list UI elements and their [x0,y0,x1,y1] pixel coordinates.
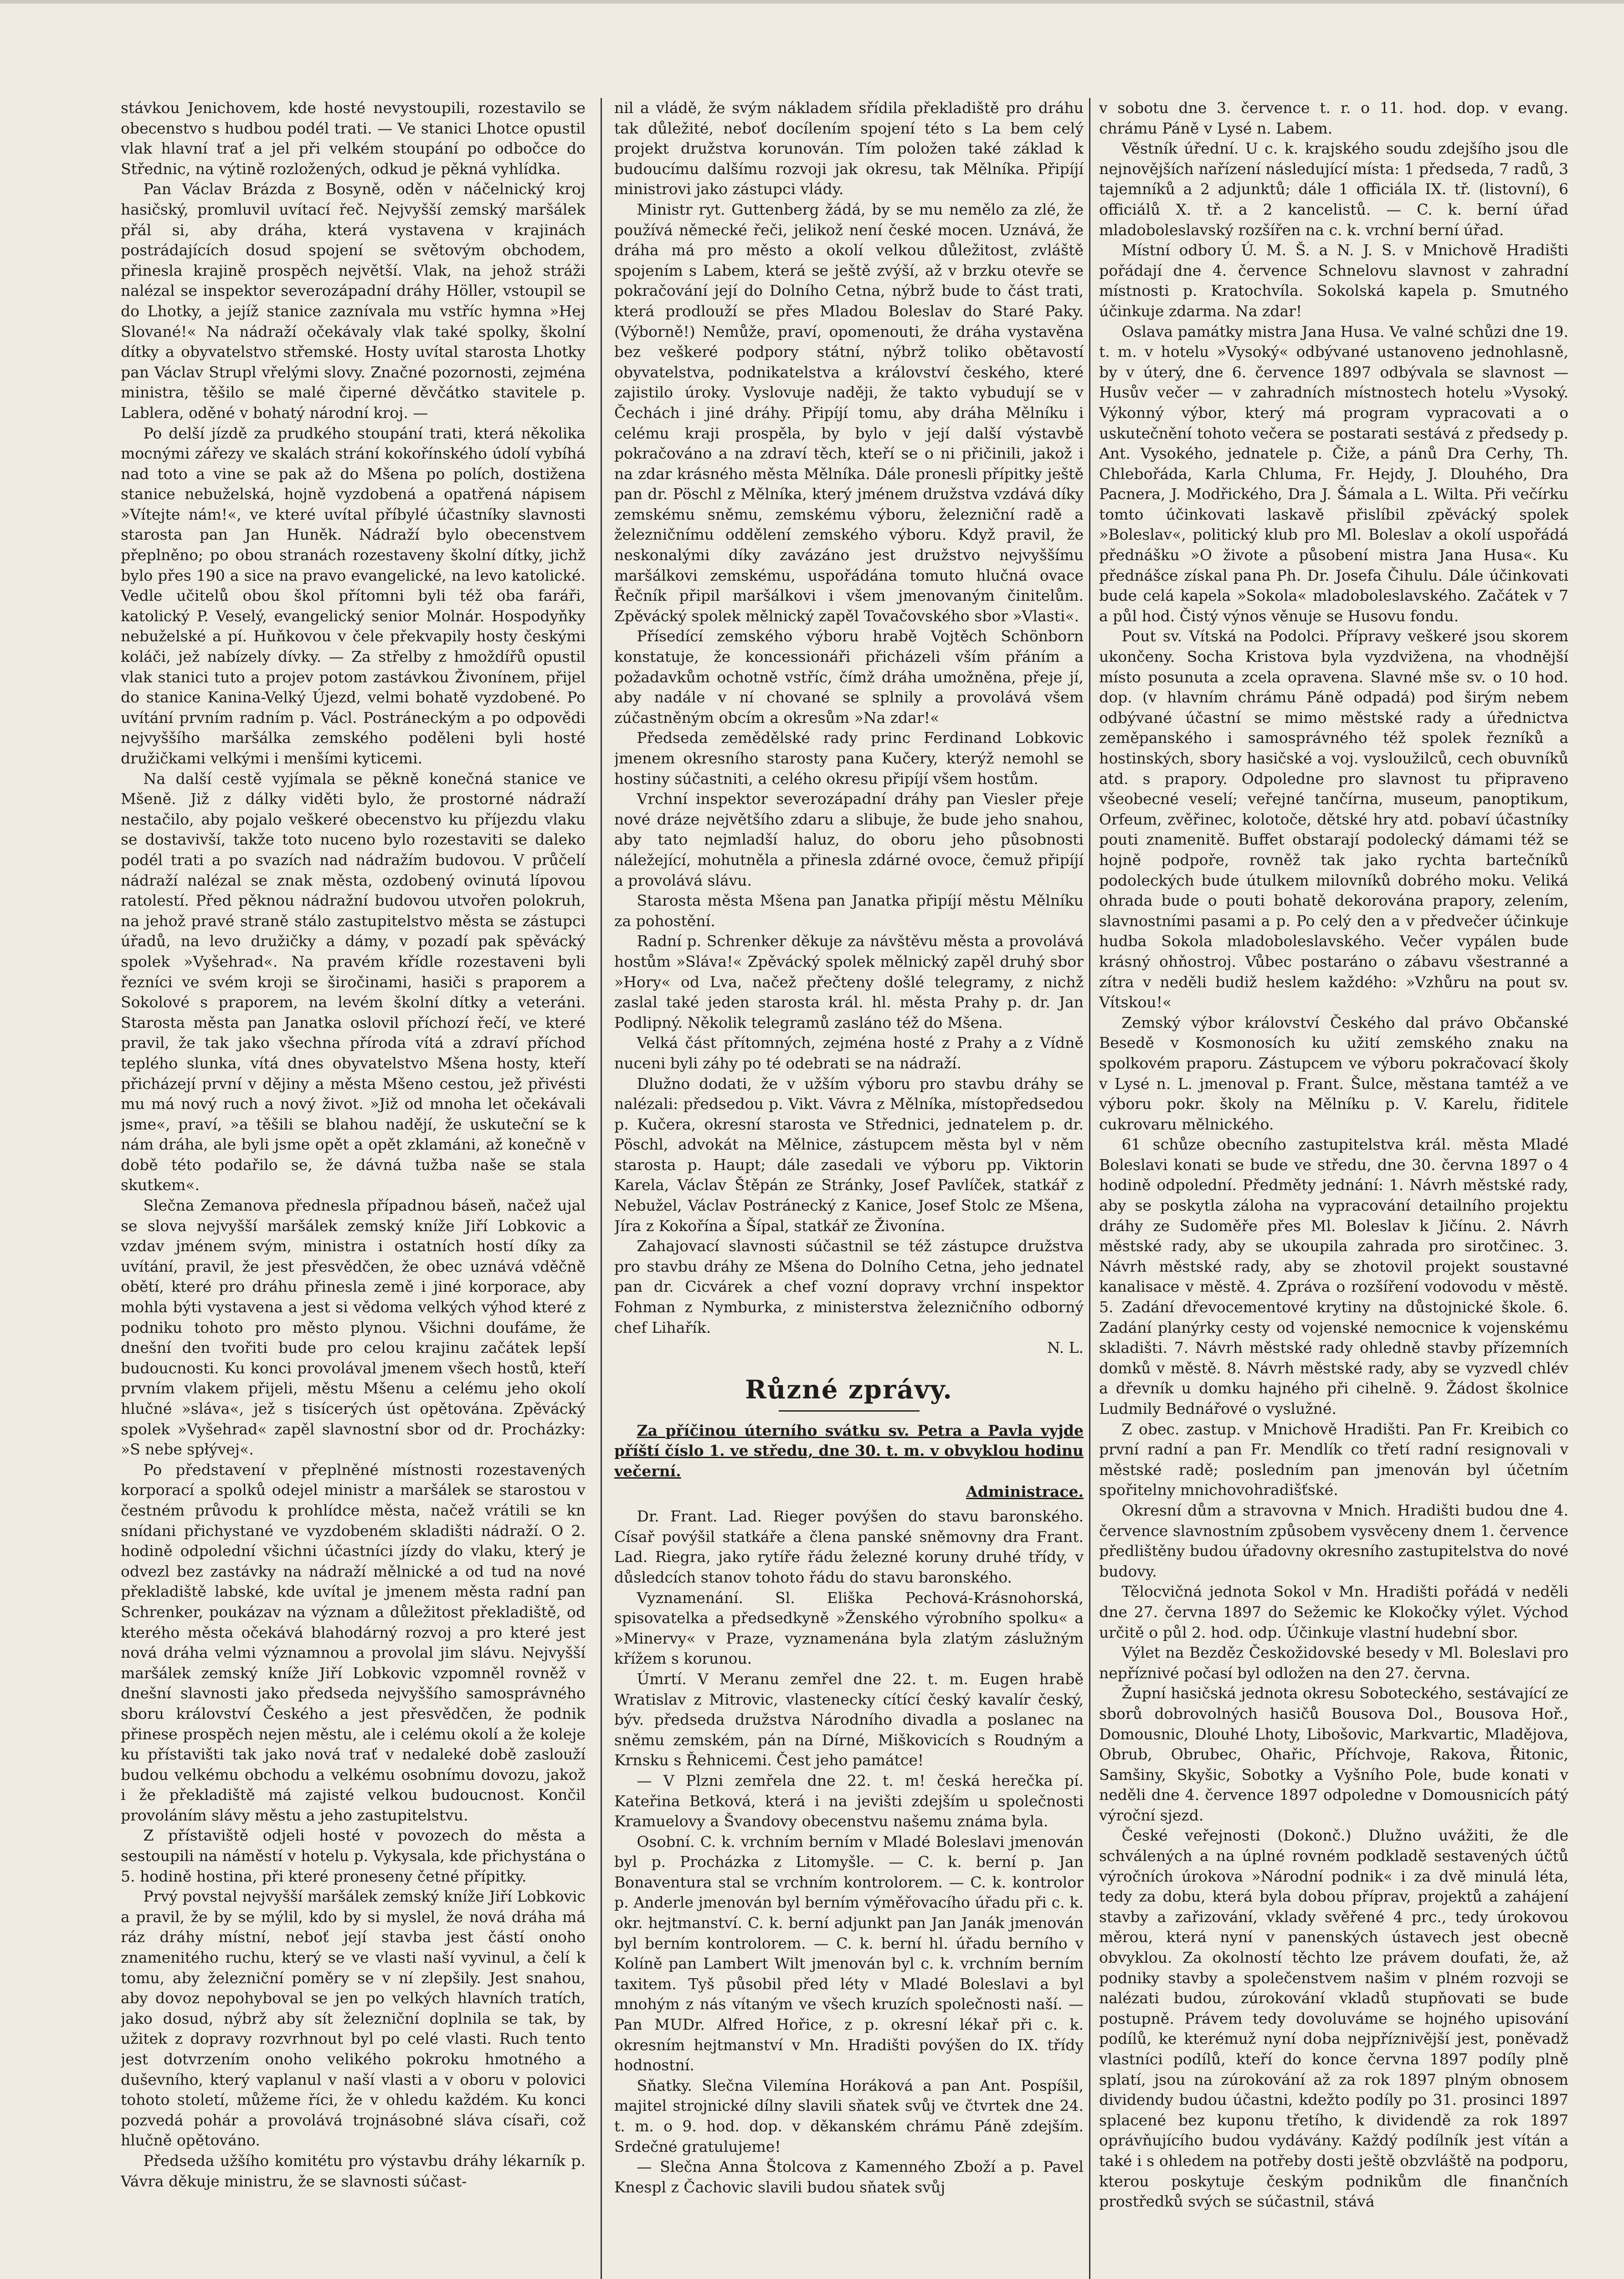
news-item: — V Plzni zemřela dne 22. t. m! česká herečka pí. Kateřina Betková, která i na jevišti zdejším u společnosti Kramuelovy a Švandovy obecenstvu našemu známa byla. [614,1771,1084,1830]
page-top-edge [0,0,1624,4]
heading-rule [779,1410,920,1412]
paragraph: Pan Václav Brázda z Bosyně, oděn v náčelnický kroj hasičský, promluvil uvítací řeč. Nejvyšší zemský maršálek přál si, aby dráha, která vystavena v krajinách postrádajících dosud spojení se světovým obchodem, přinesla krajině prospěch největší. Vlak, na jehož stráži nalézal se inspektor severozápadní dráhy Höller, vstoupil se do Lhotky, a jejíž stanice zaznívala mu vstříc hymna »Hej Slované!« Na nádraží očekávaly vlak také spolky, školní dítky a obyvatelstvo střemské. Hosty uvítal starosta Lhotky pan Václav Strupl vřelými slovy. Značné pozornosti, zejména ministra, těšilo se malé čiperné děvčátko stavitele p. Lablera, oděné v bohatý národní kroj. — [121,180,586,422]
news-item: Z obec. zastup. v Mnichově Hradišti. Pan Fr. Kreibich co první radní a pan Fr. Mendlík co třetí radní resignovali v městské radě; posledním pan jmenován byl účetním spořitelny mnichovohradišťské. [1099,1420,1568,1499]
news-item: Dr. Frant. Lad. Rieger povýšen do stavu baronského. Císař povýšil statkáře a člena panské sněmovny dra Frant. Lad. Riegra, jako rytíře řádu železné koruny druhé třídy, v důsledcích stanov tohoto řádu do stavu baronského. [614,1507,1084,1586]
news-item: Pout sv. Vítská na Podolci. Přípravy veškeré jsou skorem ukončeny. Socha Kristova byla vyzdvižena, na vhodnější místo posunuta a zcela opravena. Slavné mše sv. o 10 hod. dop. (v hlavním chrámu Páně odpadá) pod širým nebem odbývané účastní se mimo městské rady a úřednictva zeměpanského i samosprávného též spolek řezníků a hostinských, sbory hasičské a voj. vysloužilců, cech obuvníků atd. s prapory. Odpoledne pro slavnost tu připraveno všeobecné veselí; veřejné tančírna, museum, panoptikum, Orfeum, zvěřinec, kolotoče, dětské hry atd. pobaví účastníky pouti znamenitě. Buffet obstarají podolecký dámami též se hojně podpoře, rovněž tak jako rychta bartečníků podoleckých bude útulkem milovníků dobrého moku. Veliká ohrada bude o pouti bohatě dekorována prapory, zelením, slavnostními pasami a p. Po celý den a v předvečer účinkuje hudba Sokola mladoboleslavského. Večer vypálen bude krásný ohňostroj. Vůbec postaráno o zábavu všestranné a zítra v neděli budiž heslem každého: »Vzhůru na pout sv. Vítskou!« [1099,627,1568,1011]
paragraph: Po představení v přeplněné místnosti rozestavených korporací a spolků odejel ministr a maršálek se starostou v čestném průvodu k prohlídce města, načež vrátili se kn snídani přichystané ve vyzdobeném skladišti nádraží. O 2. hodině odpolední všichni účastníci jízdy do vlaku, který je odvezl bez zastávky na nádraží mělnické a od tud na nové překladiště labské, kde uvítal je jmenem města radní pan Schrenker, poukázav na význam a důležitost překladiště, od kterého města očekává blahodárný rozvoj a pro které jest nová dráha velmi významnou a provolal jim slávu. Nejvyšší maršálek zemský kníže Jiří Lobkovic vzpomněl rovněž v dnešní slavnosti jako předseda nejvyššího samosprávného sboru království Českého a jest přesvědčen, že podnik přinese prospěch nejen městu, ale i celému okolí a že koleje ku přístavišti tak jako nová trať v nedaleké době zaslouží budou velkému obchodu a velkému osobnímu dovozu, jakož i že překladiště má zajisté velkou budoucnost. Končil provoláním slávy městu a jeho zastupitelstvu. [121,1460,586,1824]
paragraph: Zahajovací slavnosti súčastnil se též zástupce družstva pro stavbu dráhy ze Mšena do Dolního Cetna, jeho jednatel pan dr. Cicvárek a chef vozní dopravy vrchní inspektor Fohman z Nymburka, z ministerstva železničního odborný chef Lihařík. [614,1237,1084,1336]
news-item: Zemský výbor království Českého dal právo Občanské Besedě v Kosmonosích ku užití zemského znaku na spolkovém praporu. Zástupcem ve výboru pokračovací školy v Lysé n. L. jmenoval p. Frant. Šulce, městana tamtéž a ve výboru pokr. školy na Mělníku p. V. Karelu, řiditele cukrovaru mělnického. [1099,1013,1568,1133]
paragraph: Z přístaviště odjeli hosté v povozech do města a sestoupili na náměstí v hotelu p. Vykysala, kde přichystána o 5. hodině hostina, při které proneseny četné přípitky. [121,1826,586,1885]
paragraph: Na další cestě vyjímala se pěkně konečná stanice ve Mšeně. Již z dálky viděti bylo, že prostorné nádraží nestačilo, aby pojalo veškeré obecenstvo ku příjezdu vlaku se dostavivší, takže toto nuceno bylo rozestaviti se daleko podél trati a po svazích nad nádražím budovou. V průčelí nádraží nalézal se znak města, ozdobený ovinutá lípovou ratolestí. Před pěknou nádražní budovou utvořen polokruh, na jehož pravé straně stálo zastupitelstvo města se zástupci úřadů, na levo družičky a dámy, v pozadí pak spěvácký spolek »Vyšehrad«. Na pravém křídle rozestaveni byli řezníci ve svém kroji se širočinami, hasiči s praporem a Sokolové s praporem, na levém školní dítky a veteráni. Starosta města pan Janatka oslovil příchozí řečí, ve které pravil, že tak jako všechna příroda vítá a zdraví příchod teplého slunka, vítá dnes obyvatelstvo Mšena hosty, kteří přicházejí první v dějiny a města Mšeno cestou, jež přivésti mu má nový ruch a nový život. »Již od mnoha let očekávali jsme«, praví, »a těšili se blahou nadějí, že uskuteční se k nám dráha, ale byli jsme opět a opět zklamáni, až konečně v době této podařilo se, že dávná tužba naše se stala skutkem«. [121,769,586,1194]
paragraph: Prvý povstal nejvyšší maršálek zemský kníže Jiří Lobkovic a pravil, že by se mýlil, kdo by si myslel, že nová dráha má ráz dráhy místní, neboť její stavba jest částí onoho znamenitého ruchu, který se ve vlasti naší vyvinul, a čelí k tomu, aby železniční poměry se v ní zlepšily. Jest snahou, aby dovoz nepohyboval se jen po velkých hlavních tratích, jako dosud, nýbrž aby sít železniční doplnila se tak, by užitek z dopravy rozvrhnout byl po celé vlasti. Ruch tento jest dotvrzením onoho velikého pokroku hmotného a duševního, který vaplanul v naší vlasti a v oboru v polovici tohoto století, můžeme říci, že v ohledu každém. Ku konci pozvedá pohár a provolává trojnásobné sláva císaři, což hlučně opětováno. [121,1887,586,2150]
publication-notice: Za příčinou úterního svátku sv. Petra a Pavla vyjde příští číslo 1. ve středu, dne 30. t. m. v obvyklou hodinu večerní. [614,1421,1084,1480]
column-divider [1089,98,1090,2279]
paragraph: Velká část přítomných, zejména hosté z Prahy a z Vídně nuceni byli záhy po té odebrati se na nádraží. [614,1034,1084,1072]
news-item: Župní hasičská jednota okresu Soboteckého, sestávající ze sborů dobrovolných hasičů Bousova Dol., Bousova Hoř., Domousnic, Dlouhé Lhoty, Libošovic, Markvartic, Mladějova, Obrub, Obrubec, Ohařic, Příchvoje, Rakova, Řitonic, Samšiny, Skyšic, Sobotky a Vyšního Pole, bude konati v neděli dne 4. července 1897 odpoledne v Domousnicích pátý výroční sjezd. [1099,1684,1568,1824]
column-left [121,98,586,2279]
news-item: Tělocvičná jednota Sokol v Mn. Hradišti pořádá v neděli dne 27. června 1897 do Sežemic ke Klokočky výlet. Východ určitě o půl 2. hod. odp. Účinkuje vlastní hudební sbor. [1099,1583,1568,1641]
news-item: v sobotu dne 3. července t. r. o 11. hod. dop. v evang. chrámu Páně v Lysé n. Labem. [1099,99,1568,137]
paragraph: Radní p. Schrenker děkuje za návštěvu města a provolává hostům »Sláva!« Zpěvácký spolek mělnický zapěl druhý sbor »Hory« od Lva, načež přečteny došlé telegramy, z nichž zaslal také jeden starosta král. hl. města Prahy p. dr. Jan Podlipný. Několik telegramů zasláno též do Mšena. [614,932,1084,1031]
paragraph: Starosta města Mšena pan Janatka připíjí městu Mělníku za pohostění. [614,892,1084,930]
article-signature: N. L. [1047,1339,1084,1357]
paragraph: Vrchní inspektor severozápadní dráhy pan Viesler přeje nové dráze největšího zdaru a slibuje, že bude jeho snahou, aby tato nejmladší haluz, do oboru jeho působnosti náležející, mohutněla a přinesla zdárné ovoce, čemuž připíjí a provolává slávu. [614,790,1084,889]
news-item: Osobní. C. k. vrchním berním v Mladé Boleslavi jmenován byl p. Procházka z Litomyšle. — C. k. berní p. Jan Bonaventura stal se vrchním kontrolorem. — C. k. kontrolor p. Anderle jmenován byl berním výměřovacího úřadu při c. k. okr. hejtmanství. C. k. berní adjunkt pan Jan Janák jmenován byl berním kontrolorem. — C. k. berní hl. úřadu berního v Kolíně pan Lambert Wilt jmenován byl c. k. vrchním berním taxitem. Tyš působil před léty v Mladé Boleslavi a byl mnohým z nás vítaným ve všech kruzích společnosti naší. — Pan MUDr. Alfred Hořice, z p. okresní lékař při c. k. okresním hejtmanství v Mn. Hradišti povýšen do IX. třídy hodnostní. [614,1832,1084,2074]
news-item: Věstník úřední. U c. k. krajského soudu zdejšího jsou dle nejnovějších nařízení následující místa: 1 předseda, 7 radů, 3 tajemníků a 2 adjunktů; dále 1 officiála IX. tř. (listovní), 6 officiálů X. tř. a 2 kancelistů. — C. k. berní úřad mladoboleslavský rozšířen na c. k. vrchní berní úřad. [1099,139,1568,239]
news-item: Úmrtí. V Meranu zemřel dne 22. t. m. Eugen hrabě Wratislav z Mitrovic, vlastenecky cítící český kavalír český, býv. předseda družstva Národního divadla a poslanec na sněmu zemském, pán na Dírné, Miškovicích s Roudným a Krnsku s Řehnicemi. Čest jeho památce! [614,1670,1084,1769]
news-item: Oslava památky mistra Jana Husa. Ve valné schůzi dne 19. t. m. v hotelu »Vysoký« odbývané ustanoveno jednohlasně, by v úterý, dne 6. července 1897 odbývala se slavnost — Husův večer — v zahradních místnostech hotelu »Vysoký. Výkonný výbor, který má program vypracovati a o uskutečnění tohoto večera se postarati sestává z předsedy p. Ant. Vysokého, jednatele p. Čiže, a pánů Dra Cerhy, Th. Chlebořáda, Karla Chluma, Fr. Hejdy, J. Dlouhého, Dra Pacnera, J. Modřického, Dra J. Šámala a L. Wilta. Při večírku tomto účinkovati laskavě přislíbil zpěvácký spolek »Boleslav«, politický klub pro Ml. Boleslav a okolí uspořádá přednášku »O živote a působení mistra Jana Husa«. Ku přednášce získal pana Ph. Dr. Josefa Čihulu. Dále účinkovati bude celá kapela »Sokola« mladoboleslavského. Začátek v 7 a půl hod. Čistý výnos věnuje se Husovu fondu. [1099,322,1568,625]
paragraph: Předseda zemědělské rady princ Ferdinand Lobkovic jmenem okresního starosty pana Kučery, kterýž nemohl se hostiny súčastniti, a celého okresu připíjí všem hostům. [614,729,1084,788]
paragraph: Přísedící zemského výboru hrabě Vojtěch Schönborn konstatuje, že koncessionáři přicházeli vším přáním a požadavkům ochotně vstříc, čímž dráha umožněna, přeje jí, aby nadále v ní chované se splnily a provolává všem zúčastněným obcím a okresům »Na zdar!« [614,627,1084,727]
news-item: 61 schůze obecního zastupitelstva král. města Mladé Boleslavi konati se bude ve středu, dne 30. června 1897 o 4 hodině odpolední. Předměty jednání: 1. Návrh městské rady, aby se poskytla záloha na vypracování detailního projektu dráhy ze Sudoměře přes Ml. Boleslav k Jičínu. 2. Návrh městské rady, aby se ukoupila zahrada pro sirotčinec. 3. Návrh městské rady, aby se zhotovil projekt soustavné kanalisace v městě. 4. Zpráva o rozšíření vodovodu v městě. 5. Zadání dřevocementové krytiny na důstojnické škole. 6. Zadání planýrky cesty od vojenské nemocnice k vojenskému skladišti. 7. Návrh městské rady ohledně stavby přízemních domků v městě. 8. Návrh městské rady, aby se vyzvedl chlév a dřevník u domku hajného při cihelně. 9. Žádost školnice Ludmily Bednářové o vyslužné. [1099,1135,1568,1418]
paragraph: Dlužno dodati, že v užším výboru pro stavbu dráhy se nalézali: předsedou p. Vikt. Vávra z Mělníka, místopředsedou p. Kučera, okresní starosta ve Střednici, jednatelem p. dr. Pöschl, advokát na Mělnice, zástupcem města byl v něm starosta p. Haupt; dále zasedali ve výboru pp. Viktorin Karela, Václav Štěpán ze Stránky, Josef Pavlíček, statkář z Nebužel, Václav Postránecký z Kanice, Josef Stolc ze Mšena, Jíra z Kokořína a Šípal, statkář ze Živonína. [614,1074,1084,1235]
administration-signature: Administrace. [966,1482,1084,1500]
news-item: Sňatky. Slečna Vilemína Horáková a pan Ant. Pospíšil, majitel strojnické dílny slavili sňatek svůj ve čtvrtek dne 24. t. m. o 9. hod. dop. v děkanském chrámu Páně zdejším. Srdečné gratulujeme! [614,2076,1084,2155]
column-right [1099,98,1568,2279]
news-item: Místní odbory Ú. M. Š. a N. J. S. v Mnichově Hradišti pořádají dne 4. července Schnelovu slavnost v zahradní místnosti p. Kratochvíla. Sokolská kapela p. Smutného účinkuje zdarma. Na zdar! [1099,241,1568,320]
column-middle [614,98,1084,2279]
news-item: Vyznamenání. Sl. Eliška Pechová-Krásnohorská, spisovatelka a předsedkyně »Ženského výrobního spolku« a »Minervy« v Praze, vyznamenána byla zlatým záslužným křížem s korunou. [614,1588,1084,1668]
paragraph: Předseda užšího komitétu pro výstavbu dráhy lékarník p. Vávra děkuje ministru, že se slavnosti súčast- [121,2151,586,2190]
news-item: Okresní dům a stravovna v Mnich. Hradišti budou dne 4. července slavnostním způsobem vysvěceny dnem 1. července předlištěny budou úřadovny okresního zastupitelstva do nové budovy. [1099,1501,1568,1580]
section-heading: Různé zprávy. [745,1374,953,1405]
paragraph: Slečna Zemanova přednesla případnou báseň, načež ujal se slova nejvyšší maršálek zemský kníže Jiří Lobkovic a vzdav jménem svým, ministra i ostatních hostí díky za uvítání, pravil, že jest přesvědčen, že obec uznává vděčně obětí, které pro dráhu přinesla země i jiné korporace, aby mohla býti vystavena a jest si vědoma velkých výhod které z podniku tohoto pro město plynou. Všichni doufáme, že dnešní den tvořiti bude pro celou krajinu začátek lepší budoucnosti. Ku konci provolával jmenem všech hostů, kteří prvním vlakem přijeli, městu Mšenu a celému jeho okolí hlučné »sláva«, jež s tisícerých úst opětována. Zpěvácký spolek »Vyšehrad« zapěl slavnostní sbor od dr. Procházky: »S nebe spłývej«. [121,1196,586,1459]
paragraph: Ministr ryt. Guttenberg žádá, by se mu nemělo za zlé, že používá německé řeči, jelikož není české mocen. Uznává, že dráha má pro město a okolí velkou důležitost, zvláště spojením s Labem, která se ještě zvýší, až v brzku otevře se pokračování její do Dolního Cetna, nýbrž bude to část trati, která prodlouží se přes Mladou Boleslav do Staré Paky. (Výborně!) Nemůže, praví, opomenouti, že dráha vystavěna bez veškeré podpory státní, nýbrž toliko obětavostí obyvatelstva, podnikatelstva a království českého, které zajistilo úroky. Vyslovuje naději, že takto vybudují se v Čechách i jiné dráhy. Připíjí tomu, aby dráha Mělníku i celému kraji prospěla, by bylo v její další výstavbě pokračováno a na zdraví těch, kteří se o ni přičinili, jakož i na zdar krásného města Mělníka. Dále pronesli přípitky ještě pan dr. Pöschl z Mělníka, který jménem družstva vzdává díky zemskému sněmu, zemskému výboru, železniční radě a železničnímu oddělení zemského výboru. Když pravil, že neskonalými díky zavázáno jest družstvo nejvyššímu maršálkovi zemskému, uspořádána tomuto hlučná ovace Řečník připil maršálkovi i všem jmenovaným činitelům. Zpěvácký spolek mělnický zapěl Tovačovského sbor »Vlasti«. [614,200,1084,625]
paragraph: stávkou Jenichovem, kde hosté nevystoupili, rozestavilo se obecenstvo s hudbou podél trati. — Ve stanici Lhotce opustil vlak hlavní trať a jel při velkém stoupání po odbočce do Střednic, na výtině rozložených, odkud je pěkná vyhlídka. [121,99,586,178]
column-divider [601,98,602,2279]
paragraph: nil a vládě, že svým nákladem sřídila překladiště pro dráhu tak důležité, neboť docílením spojení této s La bem celý projekt družstva korunován. Tím položen také základ k budoucímu dalšímu rozvoji jak okresu, tak Mělníka. Připíjí ministrovi jako zástupci vlády. [614,99,1084,198]
news-item: — Slečna Anna Štolcova z Kamenného Zboží a p. Pavel Knespl z Čachovic slavili budou sňatek svůj [614,2158,1084,2196]
paragraph: Po delší jízdě za prudkého stoupání trati, která několika mocnými zářezy ve skalách strání kokořínského údolí vybíhá nad toto a vine se pak až do Mšena po polích, dostižena stanice nebuželská, hojně vyzdobená a opatřená nápisem »Vítejte nám!«, ve které uvítal příbylé účastníky slavnosti starosta pan Jan Huněk. Nádraží bylo obecenstvem přeplněno; po obou stranách rozestaveny školní dítky, jichž bylo přes 190 a sice na pravo evangelické, na levo katolické. Vedle učitelů obou škol přítomni byli též oba faráři, katolický P. Veselý, evangelický senior Molnár. Hospodyňky nebuželské a pí. Huňkovou v čele překvapily hosty českými koláči, jež nabízely dívky. — Za střelby z hmoždířů opustil vlak stanici tuto a projev potom zastávkou Živonínem, přijel do stanice Kanina-Velký Újezd, velmi bohatě vyzdobené. Po uvítání prvním radním p. Václ. Postráneckým a po odpovědi nejvyššího maršálka zemského poděleni byli hosté družičkami velkými i menšími kyticemi. [121,424,586,767]
news-item: České veřejnosti (Dokonč.) Dlužno uvážiti, že dle schválených a na úplné rovném podkladě sestavených účtů výročních úrokova »Národní podnik« i za dvě minulá léta, tedy za dobu, která byla dobou příprav, projektů a zahájení stavby a zařizování, vklady svěřené 4 prc., tedy úrokovou měrou, která nyní v panenských ústavech jest obecně obvyklou. Za okolností těchto lze právem doufati, že, až podniky stavby a společenstvem našim v plném rozvoji se nalézati budou, zúrokování vkladů stupňovati se bude postupně. Právem tedy dovoluváme se hojného upisování podílů, ke kterémuž nyní doba nejpříznivější jest, poněvadž vlastníci podílů, kteří do konce června 1897 podíly plně splatí, jsou na zúrokování až za rok 1897 plným obnosem dividendy budou účastni, kdežto podíly po 31. prosinci 1897 splacené bez kuponu třetího, k dividendě za rok 1897 oprávňujícího budou vydávány. Každý podílník jest vítán a také i s ohledem na potřeby dosti ještě obzvláště na podporu, kterou poskytuje českým podnikům dle finančních prostředků svých se súčastnil, stává [1099,1826,1568,2211]
news-item: Výlet na Bezděz Českožidovské besedy v Ml. Boleslavi pro nepříznivé počasí byl odložen na den 27. června. [1099,1644,1568,1682]
